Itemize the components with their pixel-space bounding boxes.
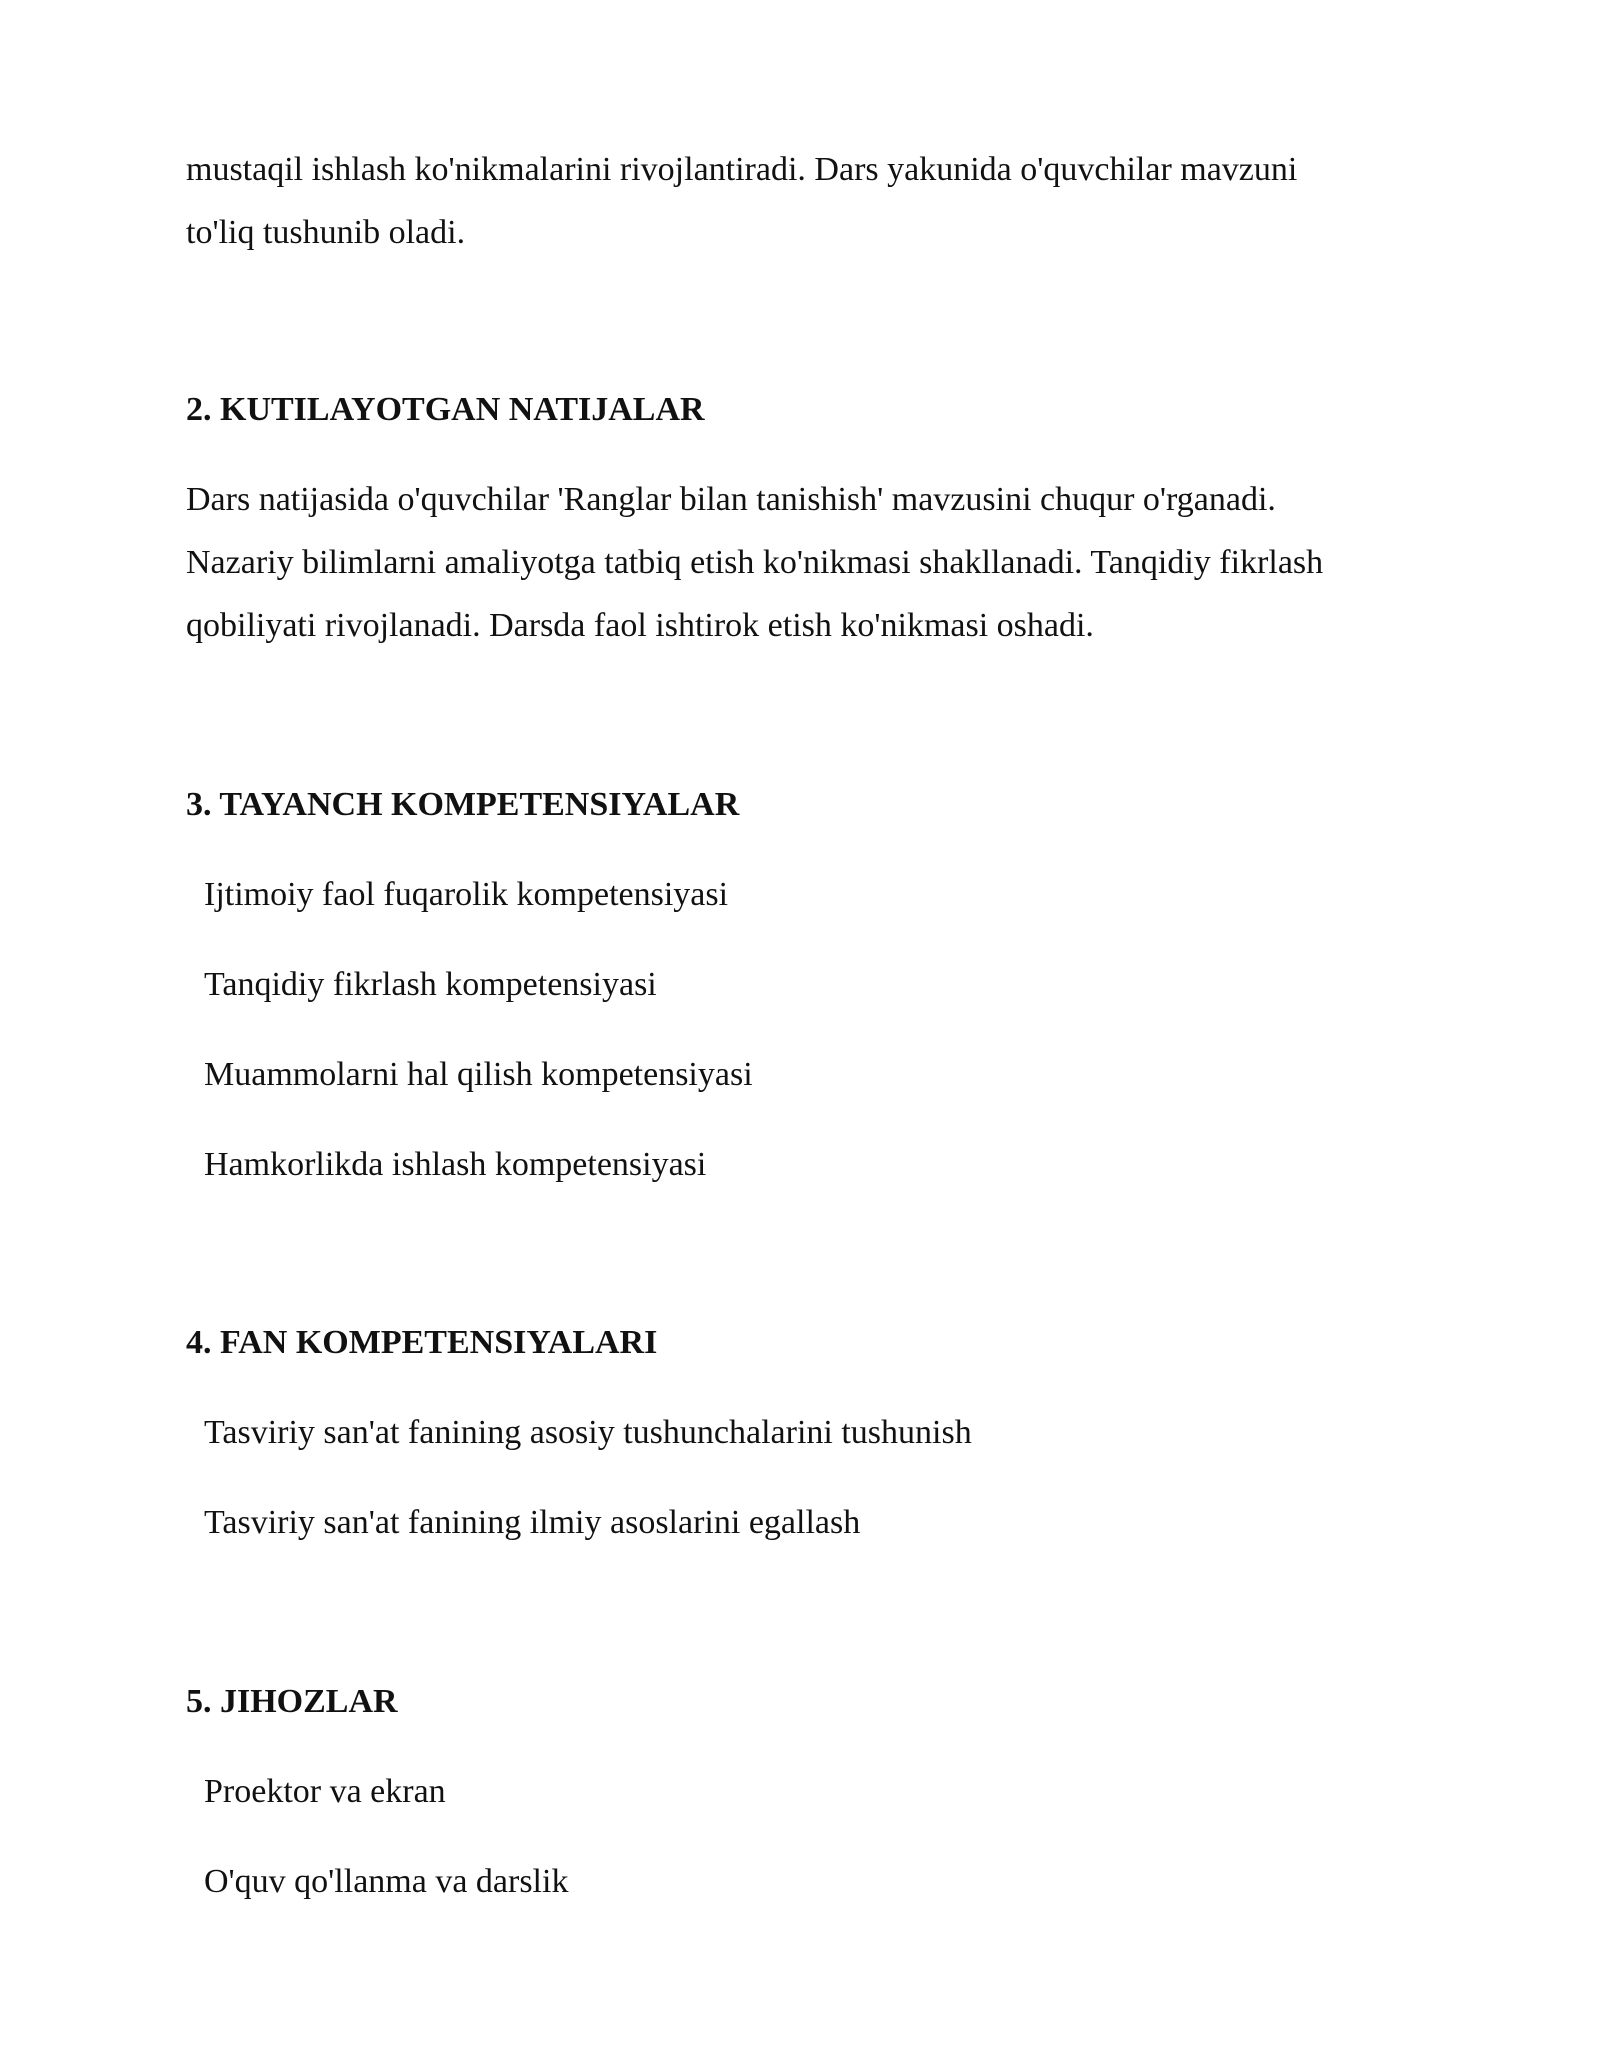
section-3-item: Muammolarni hal qilish kompetensiyasi [204,1056,753,1093]
section-4-item: Tasviriy san'at fanining ilmiy asoslarini egallash [204,1504,861,1541]
intro-line-2: to'liq tushunib oladi. [186,214,466,251]
section-4-item: Tasviriy san'at fanining asosiy tushunchalarini tushunish [204,1414,972,1451]
document-page [186,0,1426,2070]
intro-line-1: mustaqil ishlash ko'nikmalarini rivojlantiradi. Dars yakunida o'quvchilar mavzuni [186,151,1298,188]
section-3-item: Tanqidiy fikrlash kompetensiyasi [204,966,657,1003]
section-2-line-3: qobiliyati rivojlanadi. Darsda faol ishtirok etish ko'nikmasi oshadi. [186,607,1094,644]
section-2-line-1: Dars natijasida o'quvchilar 'Ranglar bilan tanishish' mavzusini chuqur o'rganadi. [186,481,1276,518]
section-3-item: Ijtimoiy faol fuqarolik kompetensiyasi [204,876,729,913]
section-3-heading: 3. TAYANCH KOMPETENSIYALAR [186,786,740,823]
section-4-heading: 4. FAN KOMPETENSIYALARI [186,1324,658,1361]
section-5-item: O'quv qo'llanma va darslik [204,1863,569,1900]
section-5-heading: 5. JIHOZLAR [186,1683,398,1720]
section-5-item: Proektor va ekran [204,1773,446,1810]
section-2-line-2: Nazariy bilimlarni amaliyotga tatbiq etish ko'nikmasi shakllanadi. Tanqidiy fikrlash [186,544,1324,581]
section-3-item: Hamkorlikda ishlash kompetensiyasi [204,1146,707,1183]
section-2-heading: 2. KUTILAYOTGAN NATIJALAR [186,391,705,428]
